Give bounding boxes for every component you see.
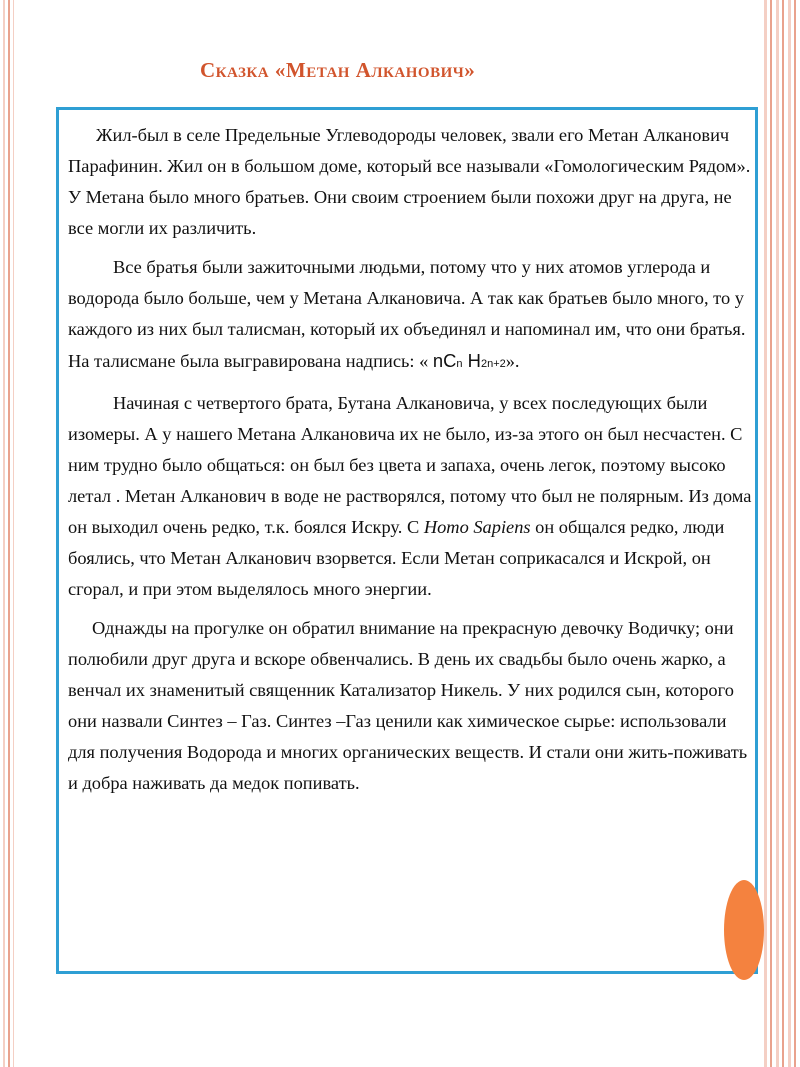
homo-sapiens-italic: Homo Sapiens [423, 517, 531, 537]
paragraph-2 [68, 252, 752, 380]
formula-carbon-subscript: n [456, 358, 463, 370]
formula-hydrogen-subscript: 2n+2 [480, 358, 506, 370]
paragraph-4: Однажды на прогулке он обратил внимание на прекрасную девочку Водичку; они полюбили друг друга и вскоре обвенчались. В день их свадьбы было очень жарко, а венчал их знаменитый священник Катализатор Никель. У них родился сын, которого они назвали Синтез – Газ. Синтез –Газ ценили как химическое сырье: использовали для получения Водорода и многих органических веществ. И стали они жить-поживать и добра наживать да медок попивать. [68, 618, 748, 793]
left-decorative-stripes [0, 0, 14, 1067]
story-text-box [56, 107, 758, 974]
formula-hydrogen: H [467, 350, 481, 371]
story-text [68, 120, 752, 807]
paragraph-2-text: Все братья были зажиточными людьми, потому что у них атомов углерода и водорода было больше, чем у Метана Алкановича. А так как братьев было много, то у каждого из них был талисман, который их объединял и напоминал им, что они братья. На талисмане была выгравирована надпись: « [68, 257, 746, 371]
alkane-formula [433, 350, 506, 371]
page-title: Сказка «Метан Алканович» [200, 58, 476, 82]
decorative-orange-oval [724, 880, 764, 980]
paragraph-2-end: ». [505, 351, 520, 371]
paragraph-3-end: он общался редко, люди боялись, что Метан Алканович взорвется. Если Метан соприкасался и Искрой, он сгорал, и при этом выделялось много энергии. [68, 517, 725, 599]
formula-carbon: nC [432, 350, 457, 371]
paragraph-3 [68, 388, 752, 605]
right-decorative-stripes [764, 0, 800, 1067]
paragraph-1: Жил-был в селе Предельные Углеводороды человек, звали его Метан Алканович Парафинин. Жил он в большом доме, который все называли «Гомологическим Рядом». У Метана было много братьев. Они своим строением были похожи друг на друга, не все могли их различить. [68, 125, 751, 238]
paragraph-3-text: Начиная с четвертого брата, Бутана Алкановича, у всех последующих были изомеры. А у нашего Метана Алкановича их не было, из-за этого он был несчастен. С ним трудно было общаться: он был без цвета и запаха, очень легок, поэтому высоко летал . Метан Алканович в воде не растворялся, потому что был не полярным. Из дома он выходил очень редко, т.к. боялся Искру. С [68, 393, 752, 537]
